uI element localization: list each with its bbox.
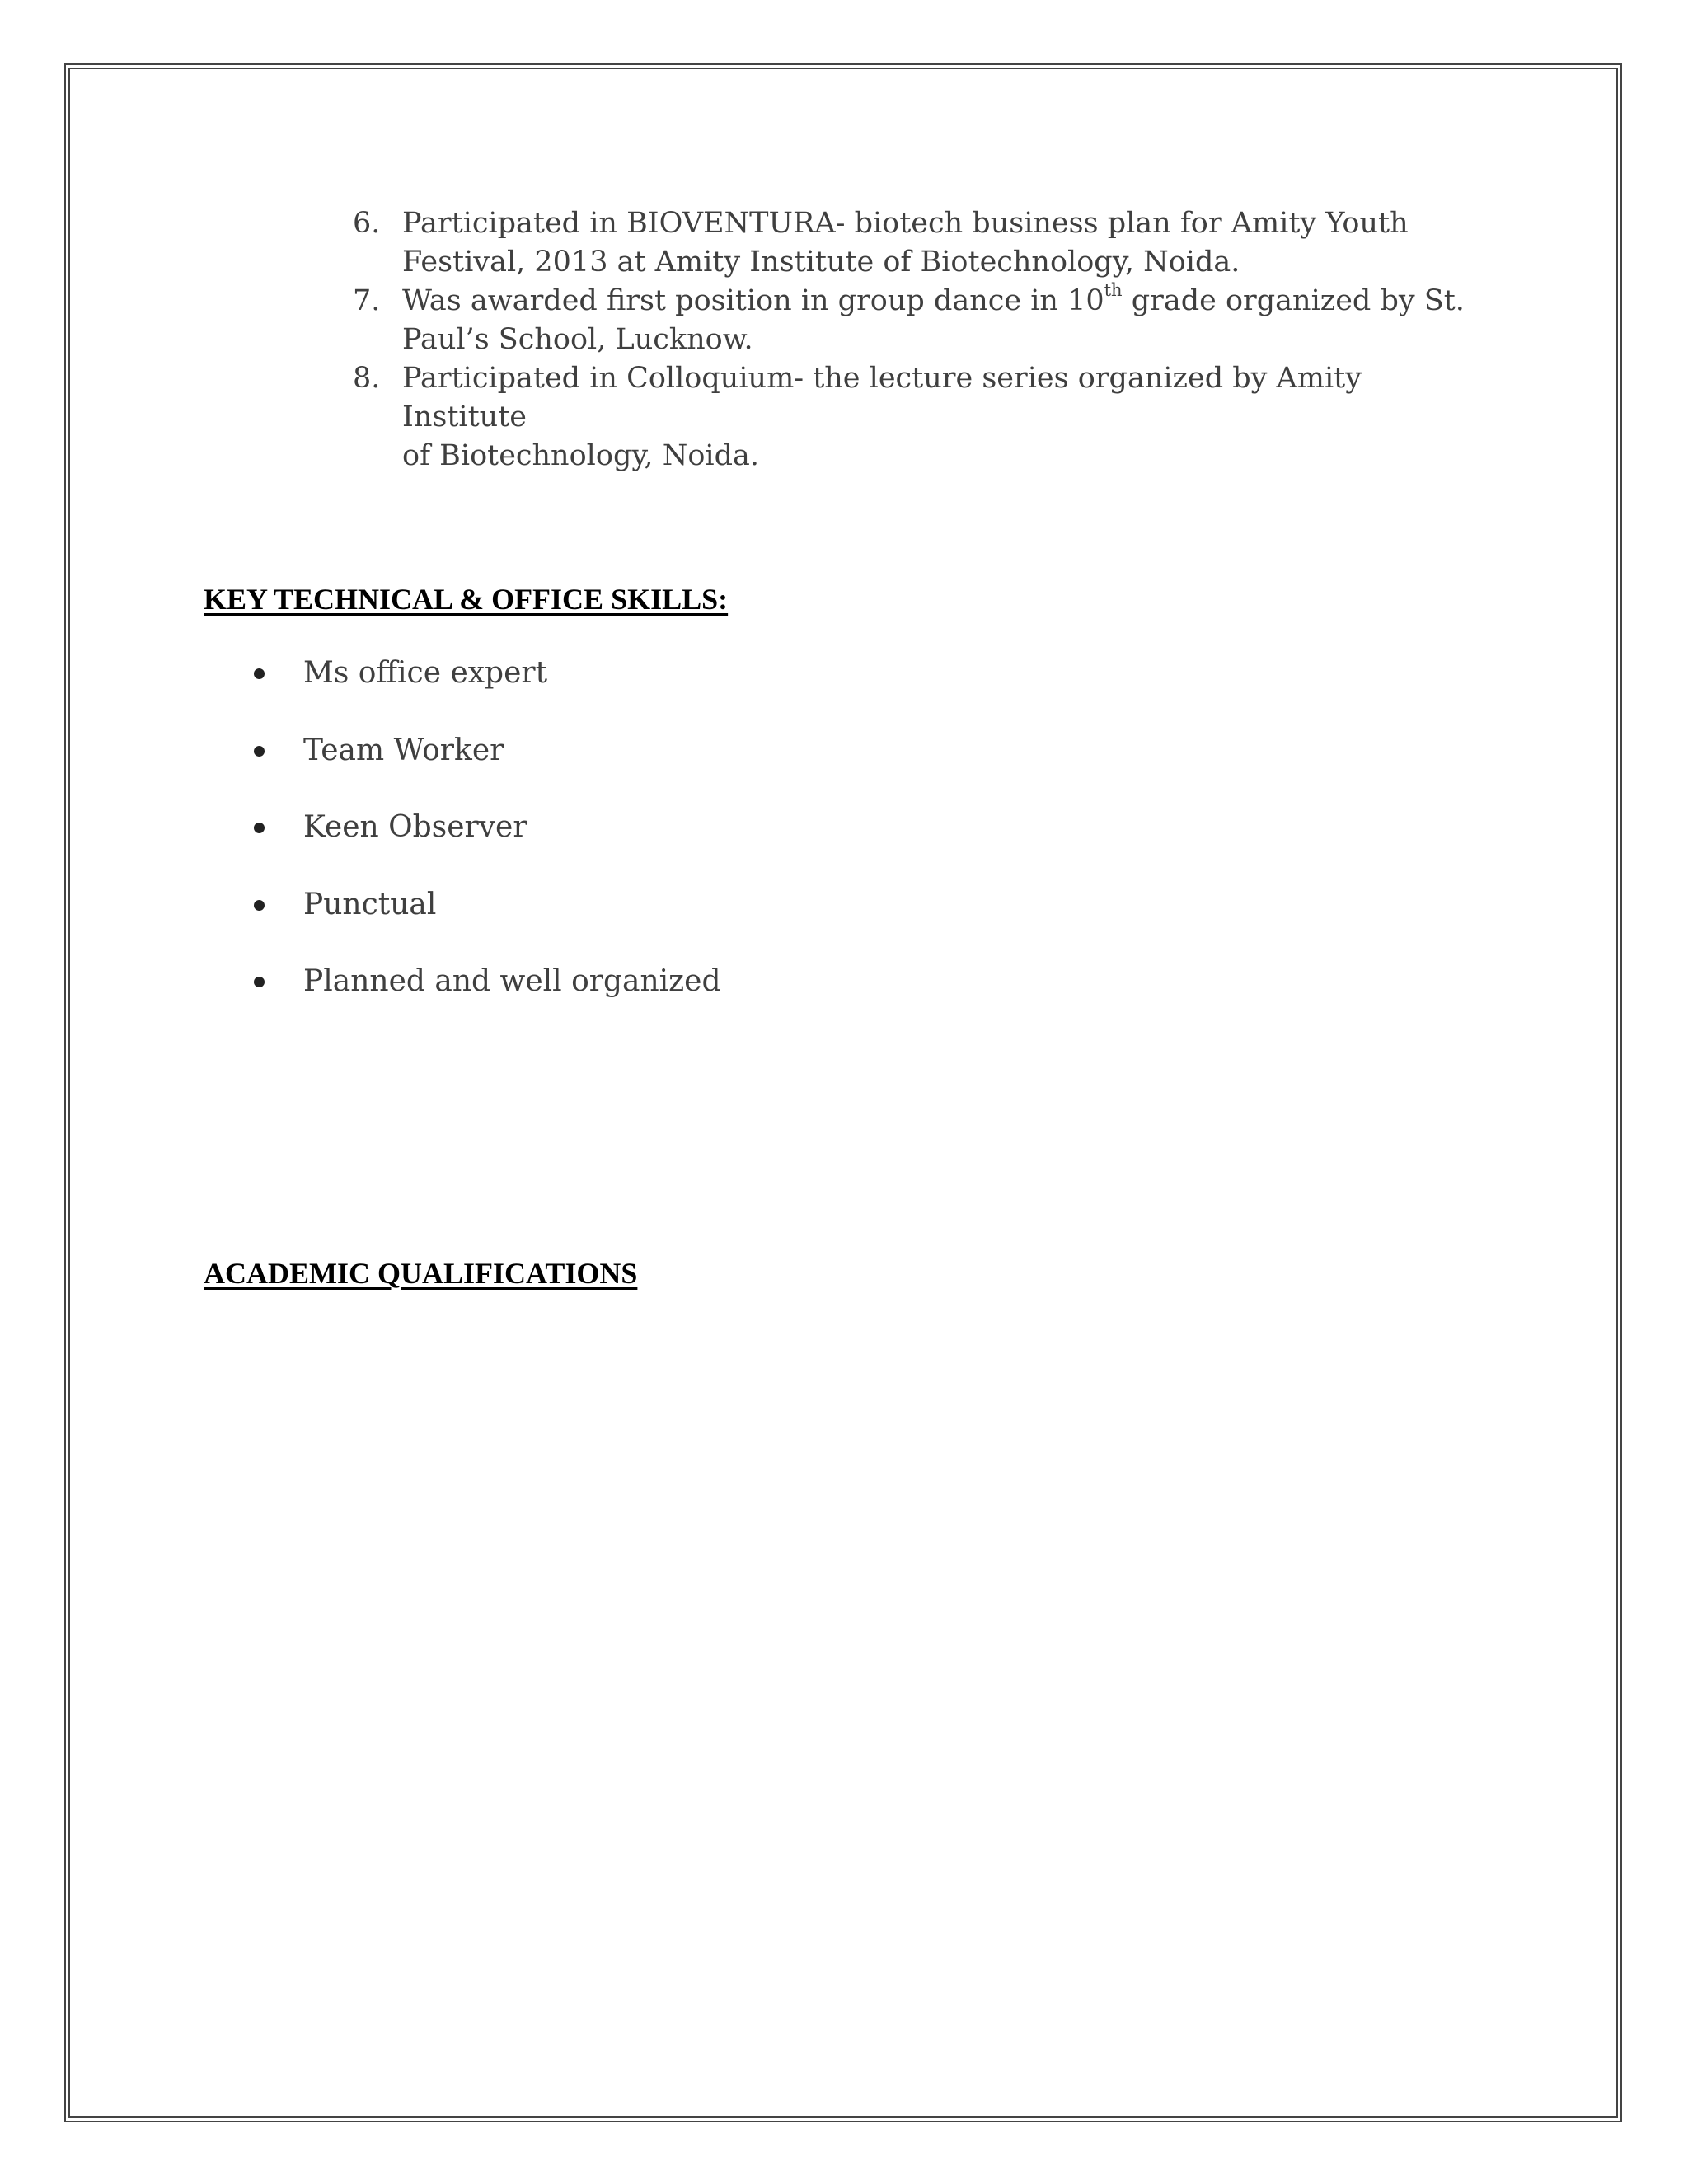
text-line: Participated in BIOVENTURA- biotech business plan for Amity Youth [402, 207, 1409, 240]
skill-label: Ms office expert [303, 656, 548, 690]
academic-heading: ACADEMIC QUALIFICATIONS [204, 1257, 638, 1290]
bullet-icon [254, 823, 265, 833]
list-item [254, 654, 721, 731]
list-number: 7. [353, 284, 381, 317]
list-item-text [402, 280, 1465, 356]
list-item-text [402, 207, 1409, 279]
bullet-icon [254, 900, 265, 911]
skills-list [254, 654, 721, 1039]
list-number: 6. [353, 207, 381, 240]
skill-label: Punctual [303, 887, 437, 921]
skill-label: Planned and well organized [303, 964, 721, 998]
bullet-icon [254, 977, 265, 987]
list-item [353, 282, 1474, 359]
list-item [254, 808, 721, 885]
list-item-text [402, 362, 1362, 472]
text-line: Paul’s School, Lucknow. [402, 323, 753, 356]
skills-heading: KEY TECHNICAL & OFFICE SKILLS: [204, 583, 729, 616]
list-item [254, 731, 721, 808]
text-line: Festival, 2013 at Amity Institute of Biotechnology, Noida. [402, 246, 1240, 279]
text-line: of Biotechnology, Noida. [402, 439, 760, 472]
text-line: Was awarded first position in group dance in 10 [402, 284, 1104, 317]
skill-label: Team Worker [303, 733, 504, 767]
text-line: grade organized by St. [1122, 284, 1465, 317]
list-item [254, 962, 721, 1039]
achievements-list [353, 204, 1474, 476]
ordinal-superscript: th [1104, 280, 1123, 301]
text-line: Participated in Colloquium- the lecture series organized by Amity Institute [402, 362, 1362, 434]
list-item [254, 885, 721, 963]
bullet-icon [254, 668, 265, 679]
bullet-icon [254, 746, 265, 757]
list-item [353, 359, 1474, 476]
skill-label: Keen Observer [303, 810, 528, 844]
list-number: 8. [353, 362, 381, 395]
list-item [353, 204, 1474, 282]
